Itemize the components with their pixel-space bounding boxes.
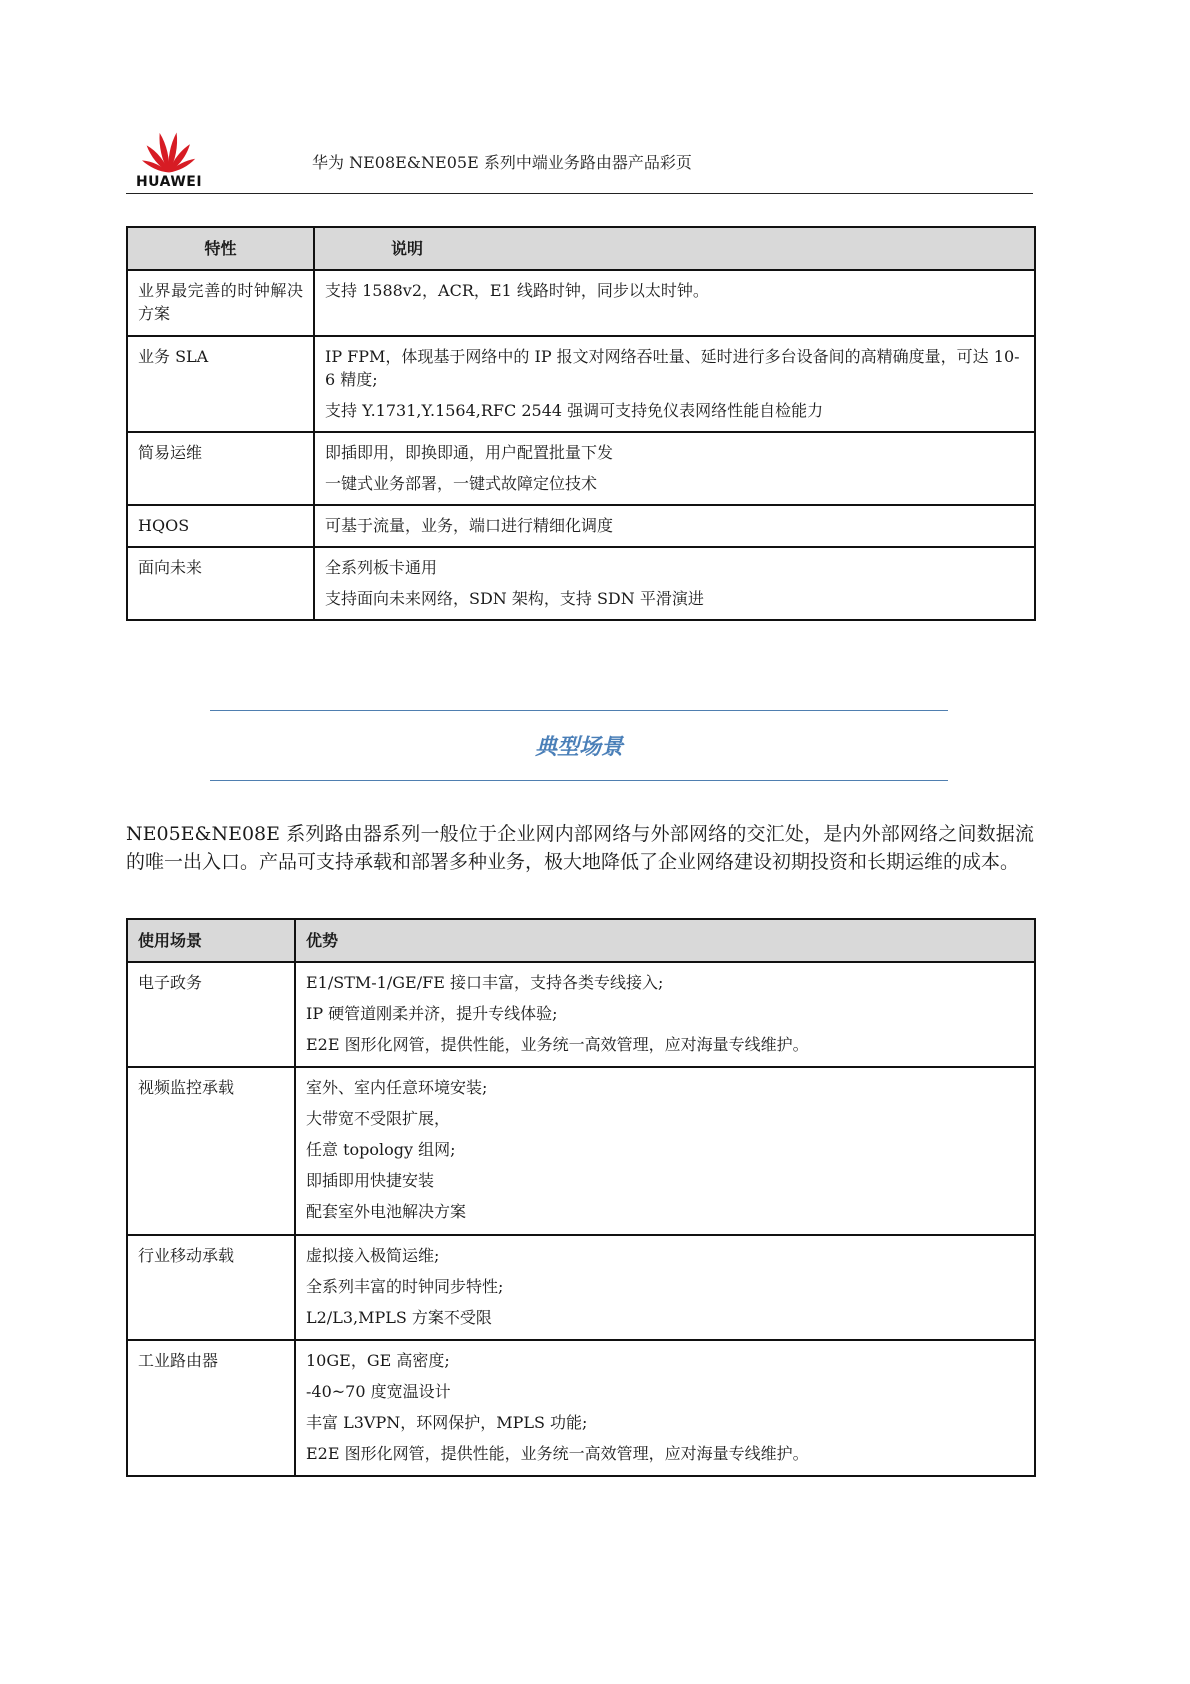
advantage-line: 10GE，GE 高密度; [306, 1351, 450, 1370]
column-header-scenario: 使用场景 [127, 919, 295, 962]
scenario-cell: 视频监控承载 [127, 1067, 295, 1235]
advantage-line: 室外、室内任意环境安装; [306, 1078, 488, 1097]
description-line: 全系列板卡通用 [325, 558, 438, 577]
table-row [127, 432, 1035, 505]
advantage-line: 虚拟接入极简运维; [306, 1246, 440, 1265]
section-divider-top [210, 710, 948, 711]
advantage-cell [295, 1340, 1035, 1476]
feature-cell: HQOS [127, 505, 314, 547]
page-header [126, 118, 1033, 194]
description-line: 支持 1588v2，ACR，E1 线路时钟，同步以太时钟。 [325, 281, 709, 300]
feature-cell: 业界最完善的时钟解决方案 [127, 270, 314, 336]
advantage-line: E1/STM-1/GE/FE 接口丰富，支持各类专线接入; [306, 973, 664, 992]
advantage-line: 丰富 L3VPN，环网保护，MPLS 功能; [306, 1413, 588, 1432]
section-divider-bottom [210, 780, 948, 781]
table-row [127, 336, 1035, 432]
column-header-feature: 特性 [127, 227, 314, 270]
header-divider [126, 193, 1033, 194]
advantage-line: E2E 图形化网管，提供性能，业务统一高效管理，应对海量专线维护。 [306, 1035, 809, 1054]
advantage-cell [295, 1067, 1035, 1235]
table-row [127, 1235, 1035, 1340]
advantage-line: 即插即用快捷安装 [306, 1171, 435, 1190]
description-cell [314, 505, 1035, 547]
features-table [126, 226, 1036, 621]
feature-cell: 简易运维 [127, 432, 314, 505]
feature-cell: 面向未来 [127, 547, 314, 620]
advantage-line: L2/L3,MPLS 方案不受限 [306, 1308, 492, 1327]
description-line: 支持 Y.1731,Y.1564,RFC 2544 强调可支持免仪表网络性能自检能力 [325, 401, 824, 420]
description-line: 一键式业务部署，一键式故障定位技术 [325, 474, 598, 493]
section-intro-paragraph: NE05E&NE08E 系列路由器系列一般位于企业网内部网络与外部网络的交汇处，是内外部网络之间数据流的唯一出入口。产品可支持承载和部署多种业务，极大地降低了企业网络建设初期投资和长期运维的成本。 [126, 823, 1034, 873]
description-line: IP FPM，体现基于网络中的 IP 报文对网络吞吐量、延时进行多台设备间的高精确度量，可达 10-6 精度; [325, 347, 1020, 389]
scenario-cell: 电子政务 [127, 962, 295, 1067]
table-row [127, 1340, 1035, 1476]
document-title: 华为 NE08E&NE05E 系列中端业务路由器产品彩页 [312, 153, 692, 172]
column-header-description: 说明 [314, 227, 1035, 270]
scenario-cell: 工业路由器 [127, 1340, 295, 1476]
advantage-cell [295, 962, 1035, 1067]
table-row [127, 547, 1035, 620]
scenario-table [126, 918, 1036, 1477]
advantage-cell [295, 1235, 1035, 1340]
logo-wordmark: HUAWEI [135, 174, 203, 190]
description-line: 支持面向未来网络，SDN 架构，支持 SDN 平滑演进 [325, 589, 704, 608]
description-cell [314, 432, 1035, 505]
advantage-line: 配套室外电池解决方案 [306, 1202, 467, 1221]
description-cell [314, 547, 1035, 620]
description-cell [314, 270, 1035, 336]
table-row [127, 962, 1035, 1067]
advantage-line: 任意 topology 组网; [306, 1140, 456, 1159]
description-cell [314, 336, 1035, 432]
advantage-line: E2E 图形化网管，提供性能，业务统一高效管理，应对海量专线维护。 [306, 1444, 809, 1463]
scenario-cell: 行业移动承载 [127, 1235, 295, 1340]
section-title: 典型场景 [534, 734, 623, 760]
feature-cell: 业务 SLA [127, 336, 314, 432]
table-row [127, 1067, 1035, 1235]
table-header-row [127, 919, 1035, 962]
advantage-line: -40~70 度宽温设计 [306, 1382, 451, 1401]
advantage-line: 全系列丰富的时钟同步特性; [306, 1277, 504, 1296]
table-row [127, 270, 1035, 336]
column-header-advantage: 优势 [295, 919, 1035, 962]
description-line: 可基于流量，业务，端口进行精细化调度 [325, 516, 614, 535]
advantage-line: IP 硬管道刚柔并济，提升专线体验; [306, 1004, 558, 1023]
table-row [127, 505, 1035, 547]
advantage-line: 大带宽不受限扩展， [306, 1109, 451, 1128]
description-line: 即插即用，即换即通，用户配置批量下发 [325, 443, 614, 462]
table-header-row [127, 227, 1035, 270]
